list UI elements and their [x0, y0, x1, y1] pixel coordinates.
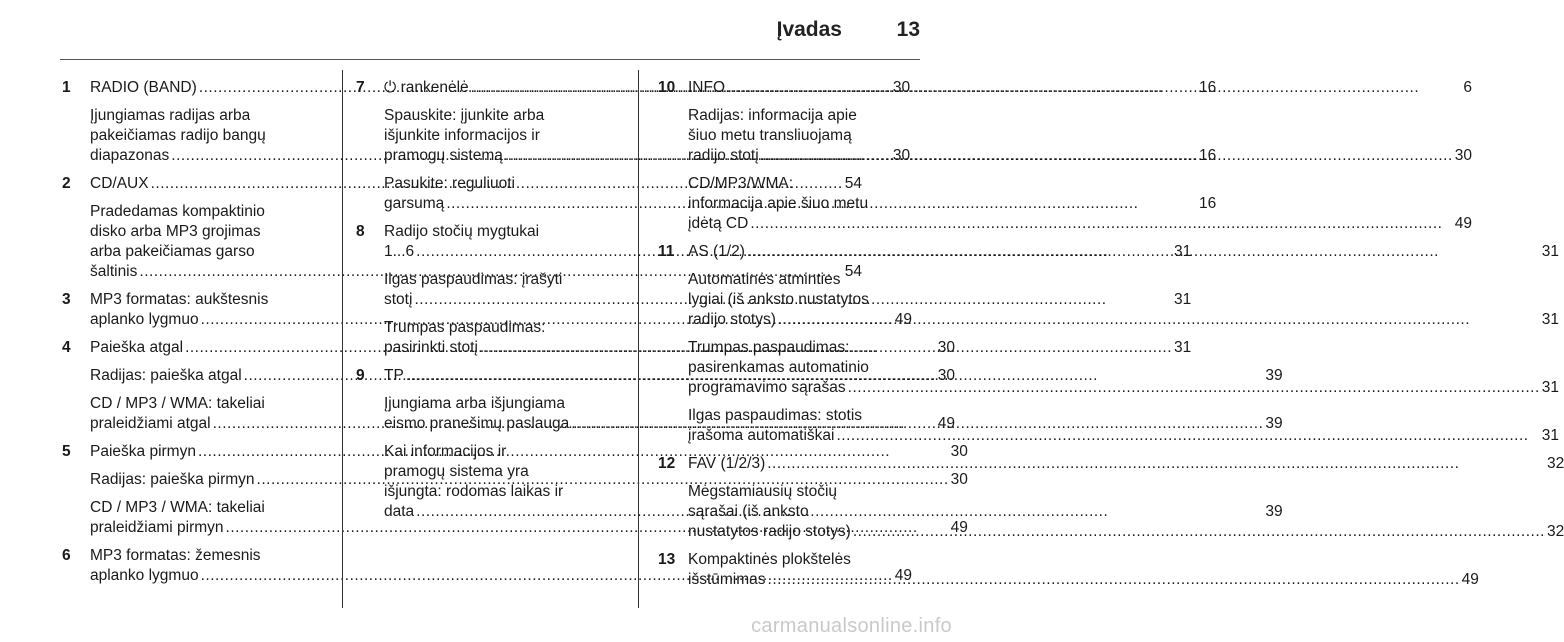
page-ref: 6 [1463, 79, 1473, 96]
entry-text: lygiai (iš anksto nustatytos [688, 291, 869, 308]
page-ref: 16 [1199, 147, 1217, 164]
entry-text: Radijas: paieška atgal [90, 367, 242, 384]
entry-text: pakeičiamas radijo bangų [90, 127, 266, 144]
entry-text: šaltinis [90, 263, 138, 280]
entry-content [688, 242, 1559, 446]
entry-text: pramogų sistemą [384, 147, 503, 164]
page-ref: 16 [1199, 79, 1217, 96]
entry-description [688, 338, 1559, 398]
entry-text: CD / MP3 / WMA: takeliai [90, 395, 265, 412]
page-ref: 49 [937, 415, 956, 432]
page-ref: 49 [894, 311, 912, 328]
entry-text: CD / MP3 / WMA: takeliai [90, 499, 265, 516]
leader-dots [853, 522, 1545, 542]
entry-content [688, 454, 1564, 542]
entry-text: Mėgstamiausių stočių [688, 483, 838, 500]
page-ref: 39 [1265, 415, 1283, 432]
entry-heading [688, 242, 1559, 262]
page-ref: 31 [1541, 311, 1560, 328]
entry-text: Įjungiamas radijas arba [90, 107, 251, 124]
entry-text: išstūmimas [688, 571, 766, 588]
entry-text: Pradedamas kompaktinio [90, 203, 265, 220]
index-line [688, 550, 1479, 570]
entry-text: ⏻ rankenėlė [384, 79, 469, 96]
entry-content [688, 550, 1479, 590]
entry-description [688, 482, 1564, 542]
leader-dots [767, 454, 1545, 474]
index-line [688, 194, 1472, 214]
index-line [688, 454, 1564, 474]
entry-heading [688, 454, 1564, 474]
entry-number: 9 [356, 367, 365, 384]
entry-text: Ilgas paspaudimas: stotis [688, 407, 863, 424]
entry-text: informacija apie šiuo metu [688, 195, 869, 212]
page-ref: 31 [1174, 339, 1192, 356]
entry-text: šiuo metu transliuojamą [688, 127, 852, 144]
column-divider [638, 70, 639, 608]
entry-text: INFO [688, 79, 726, 96]
entry-description [688, 174, 1472, 234]
entry-text: pasirenkamas automatinio [688, 359, 869, 376]
entry-content [688, 78, 1472, 234]
leader-dots [750, 214, 1452, 234]
entry-text: radijo stotys) [688, 311, 776, 328]
index-line [688, 426, 1559, 446]
entry-number: 7 [356, 79, 365, 96]
index-line [688, 242, 1559, 262]
index-line [688, 106, 1472, 126]
page-ref: 30 [950, 443, 968, 460]
entry-text: CD/MP3/WMA: [688, 175, 794, 192]
page-ref: 31 [1541, 243, 1560, 260]
page-ref: 16 [1199, 195, 1217, 212]
entry-number: 6 [62, 547, 71, 564]
index-line [688, 174, 1472, 194]
index-line [688, 310, 1559, 330]
index-line [688, 570, 1479, 590]
page-ref: 32 [1546, 523, 1564, 540]
page-ref: 39 [1265, 503, 1283, 520]
entry-text: programavimo sąrašas [688, 379, 846, 396]
entry-text: MP3 formatas: aukštesnis [90, 291, 269, 308]
entry-text: radijo stotį [688, 147, 759, 164]
index-line [688, 290, 1559, 310]
entry-number: 4 [62, 339, 71, 356]
entry-text: RADIO (BAND) [90, 79, 197, 96]
entry-number: 13 [658, 551, 676, 568]
entry-text: Trumpas paspaudimas: [384, 319, 546, 336]
entry-text: sąrašai (iš anksto [688, 503, 809, 520]
entry-text: išjunkite informacijos ir [384, 127, 540, 144]
entry-text: įrašoma automatiškai [688, 427, 835, 444]
entry-text: diapazonas [90, 147, 170, 164]
entry-description [688, 106, 1472, 166]
leader-dots [768, 570, 1460, 590]
entry-heading [688, 78, 1472, 98]
page-ref: 31 [1174, 243, 1192, 260]
page-title: Įvadas [776, 18, 842, 41]
page-ref: 54 [844, 175, 862, 192]
header-rule [60, 59, 920, 60]
page-ref: 30 [937, 339, 956, 356]
page-number: 13 [896, 18, 920, 41]
leader-dots [727, 78, 1461, 98]
page-ref: 39 [1265, 367, 1283, 384]
watermark: carmanualsonline.info [751, 615, 952, 637]
index-line [688, 358, 1559, 378]
page-ref: 31 [1541, 427, 1560, 444]
index-entry [658, 550, 1479, 590]
page-header [60, 14, 920, 56]
entry-text: Spauskite: įjunkite arba [384, 107, 545, 124]
page-ref: 31 [1541, 379, 1560, 396]
index-line [688, 146, 1472, 166]
page-ref: 49 [1461, 571, 1479, 588]
page-ref: 49 [894, 567, 912, 584]
entry-description [688, 406, 1559, 446]
entry-text: aplanko lygmuo [90, 567, 199, 584]
entry-text: Pasukite: reguliuoti [384, 175, 515, 192]
index-line [688, 406, 1559, 426]
entry-text: Paieška atgal [90, 339, 184, 356]
entry-text: Automatinės atminties [688, 271, 841, 288]
entry-text: Kai informacijos ir [384, 443, 507, 460]
entry-text: AS (1/2) [688, 243, 745, 260]
entry-text: pasirinkti stotį [384, 339, 478, 356]
page-ref: 49 [1454, 215, 1473, 232]
entry-text: data [384, 503, 415, 520]
entry-text: išjungta: rodomas laikas ir [384, 483, 564, 500]
index-line [688, 214, 1472, 234]
entry-text: Radijas: informacija apie [688, 107, 857, 124]
entry-text: aplanko lygmuo [90, 311, 199, 328]
leader-dots [778, 310, 1540, 330]
column-divider [342, 70, 343, 608]
index-line [688, 482, 1564, 502]
entry-text: praleidžiami atgal [90, 415, 211, 432]
index-line [688, 378, 1559, 398]
entry-number: 10 [658, 79, 676, 96]
entry-text: MP3 formatas: žemesnis [90, 547, 261, 564]
leader-dots [761, 146, 1453, 166]
entry-text: disko arba MP3 grojimas [90, 223, 261, 240]
page-ref: 54 [844, 263, 862, 280]
index-line [688, 78, 1472, 98]
index-line [688, 502, 1564, 522]
entry-number: 11 [658, 243, 675, 260]
page-ref: 30 [937, 367, 956, 384]
entry-text: Radijas: paieška pirmyn [90, 471, 255, 488]
entry-text: garsumą [384, 195, 445, 212]
entry-number: 3 [62, 291, 71, 308]
entry-text: Radijo stočių mygtukai [384, 223, 540, 240]
entry-number: 12 [658, 455, 676, 472]
page-ref: 30 [892, 79, 911, 96]
page-ref: 30 [1454, 147, 1473, 164]
index-line [688, 338, 1559, 358]
entry-heading [688, 550, 1479, 590]
entry-text: eismo pranešimų paslauga [384, 415, 570, 432]
page-ref: 32 [1546, 455, 1564, 472]
entry-number: 5 [62, 443, 71, 460]
leader-dots [747, 242, 1540, 262]
entry-text: Kompaktinės plokštelės [688, 551, 851, 568]
entry-text: įdėtą CD [688, 215, 749, 232]
entry-text: 1...6 [384, 243, 415, 260]
entry-text: stotį [384, 291, 413, 308]
entry-number: 1 [62, 79, 71, 96]
entry-text: pramogų sistema yra [384, 463, 529, 480]
leader-dots [836, 426, 1539, 446]
entry-text: Ilgas paspaudimas: įrašyti [384, 271, 563, 288]
entry-text: nustatytos radijo stotys) [688, 523, 851, 540]
entry-text: FAV (1/2/3) [688, 455, 766, 472]
entry-text: Trumpas paspaudimas: [688, 339, 850, 356]
entry-description [688, 270, 1559, 330]
page-ref: 49 [950, 519, 968, 536]
entry-text: TP [384, 367, 404, 384]
entry-text: arba pakeičiamas garso [90, 243, 255, 260]
index-line [688, 522, 1564, 542]
index-line [688, 270, 1559, 290]
page-ref: 30 [950, 471, 968, 488]
page-ref: 31 [1174, 291, 1192, 308]
entry-number: 8 [356, 223, 365, 240]
entry-text: Paieška pirmyn [90, 443, 196, 460]
leader-dots [848, 378, 1540, 398]
entry-text: praleidžiami pirmyn [90, 519, 224, 536]
page-ref: 30 [892, 147, 911, 164]
entry-text: Įjungiama arba išjungiama [384, 395, 565, 412]
entry-text: CD/AUX [90, 175, 149, 192]
entry-number: 2 [62, 175, 71, 192]
index-line [688, 126, 1472, 146]
